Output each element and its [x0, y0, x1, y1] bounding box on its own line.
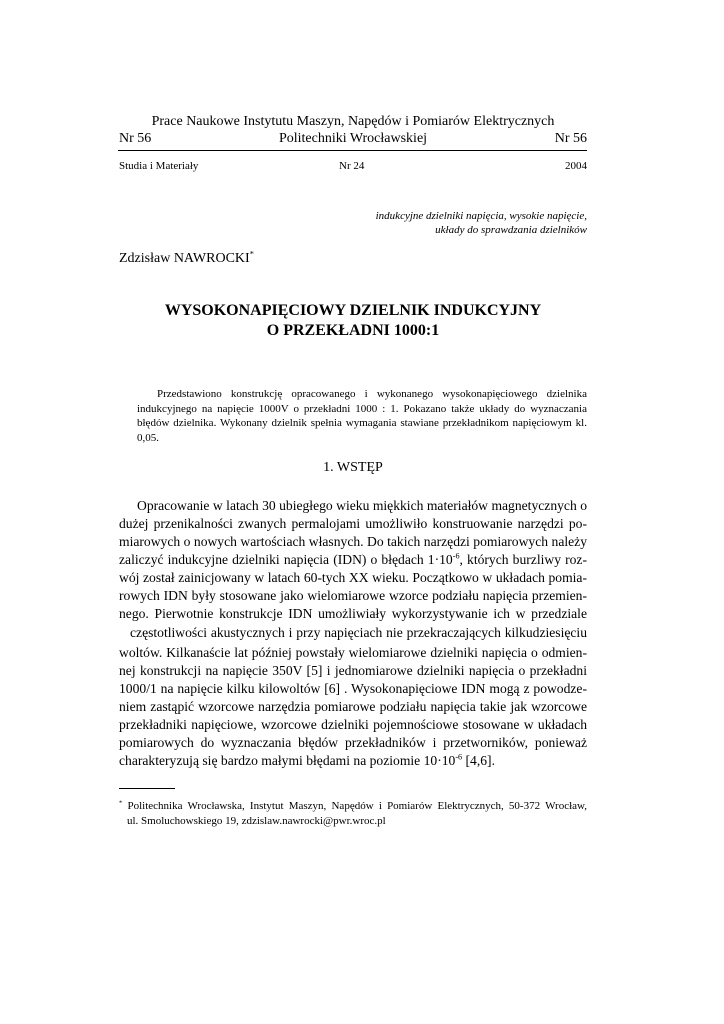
abstract: Przedstawiono konstrukcję opracowanego i wykonanego wysokonapięciowego dzielnika indukcyjnego na napięcie 1000V o przekładni 1000 : 1. Pokazano także układy do wyznaczania błędów dzielnika. Wykonany dzielnik spełnia wymagania stawiane przekładnikom napięciowym kl. 0,05. [137, 388, 587, 444]
footnote-rule [119, 788, 175, 789]
body-text: [4,6]. [462, 753, 495, 768]
issue-number-right: Nr 56 [554, 131, 587, 146]
section-heading: 1. WSTĘP [323, 460, 383, 475]
paper-title-line2: O PRZEKŁADNI 1000:1 [266, 322, 440, 339]
body-line: woltów. Kilkanaście lat później powstały wielomiarowe dzielniki napięcia o odmien- [119, 645, 587, 660]
body-line: niem zastąpić wzorcowe narzędzia pomiarowe podziału napięcia takie jak wzorcowe [119, 699, 587, 714]
body-line: częstotliwości akustycznych i przy napięciach nie przekraczających kilkudziesięciu [130, 625, 587, 640]
body-line: Opracowanie w latach 30 ubiegłego wieku miękkich materiałów magnetycznych o [137, 498, 587, 513]
keywords-line1: indukcyjne dzielniki napięcia, wysokie napięcie, [375, 210, 587, 222]
body-line: 1000/1 na napięcie kilku kilowoltów [6] . Wysokonapięciowe IDN mogą z powodze- [119, 681, 587, 696]
footnote-text: Politechnika Wrocławska, Instytut Maszyn, Napędów i Pomiarów Elektrycznych, 50-372 Wrocław, [122, 800, 587, 812]
body-text: , których burzliwy roz- [459, 552, 587, 567]
header-rule [118, 150, 587, 151]
body-line [119, 551, 587, 569]
body-line [119, 752, 587, 770]
author-footnote-mark: * [249, 249, 254, 259]
author [119, 250, 254, 267]
journal-title-line2: Politechniki Wrocławskiej [278, 131, 428, 146]
keywords-line2: układy do sprawdzania dzielników [435, 224, 587, 236]
series-number: Nr 24 [339, 160, 365, 172]
body-line: dużej przenikalności zwanych permalojami umożliwiło konstruowanie narzędzi po- [119, 516, 587, 531]
body-text: charakteryzują się bardzo małymi błędami na poziomie 10·10 [119, 753, 456, 768]
body-line: nej konstrukcji na napięcie 350V [5] i jednomiarowe dzielniki napięcia o przekładni [119, 663, 587, 678]
issue-number-left: Nr 56 [119, 131, 152, 146]
exponent: -6 [452, 551, 460, 561]
journal-title-line1: Prace Naukowe Instytutu Maszyn, Napędów i Pomiarów Elektrycznych [151, 114, 555, 129]
paper-title-line1: WYSOKONAPIĘCIOWY DZIELNIK INDUKCYJNY [164, 302, 542, 319]
body-text: zaliczyć indukcyjne dzielniki napięcia (IDN) o błędach 1·10 [119, 552, 453, 567]
footnote-line1 [119, 799, 587, 814]
author-name: Zdzisław NAWROCKI [119, 251, 250, 266]
body-line: pomiarowych do wyznaczania błędów przekładników i przetworników, ponieważ [119, 735, 587, 750]
footnote-mark: * [119, 799, 123, 807]
exponent: -6 [455, 752, 463, 762]
publication-year: 2004 [565, 160, 587, 172]
footnote-line2: ul. Smoluchowskiego 19, zdzislaw.nawrocki@pwr.wroc.pl [127, 815, 386, 827]
body-line: przekładniki napięciowe, wzorcowe dzielniki pojemnościowe stosowane w układach [119, 717, 587, 732]
body-line: rowych IDN były stosowane jako wielomiarowe wzorce podziału napięcia przemien- [119, 588, 587, 603]
body-line: wój został zainicjowany w latach 60-tych XX wieku. Początkowo w układach pomia- [119, 570, 587, 585]
series-name: Studia i Materiały [119, 160, 199, 172]
body-line: miarowych o nowych wartościach własnych. Do takich narzędzi pomiarowych należy [119, 534, 587, 549]
body-line: nego. Pierwotnie konstrukcje IDN umożliwiały wykorzystywanie ich w przedziale [119, 606, 587, 621]
